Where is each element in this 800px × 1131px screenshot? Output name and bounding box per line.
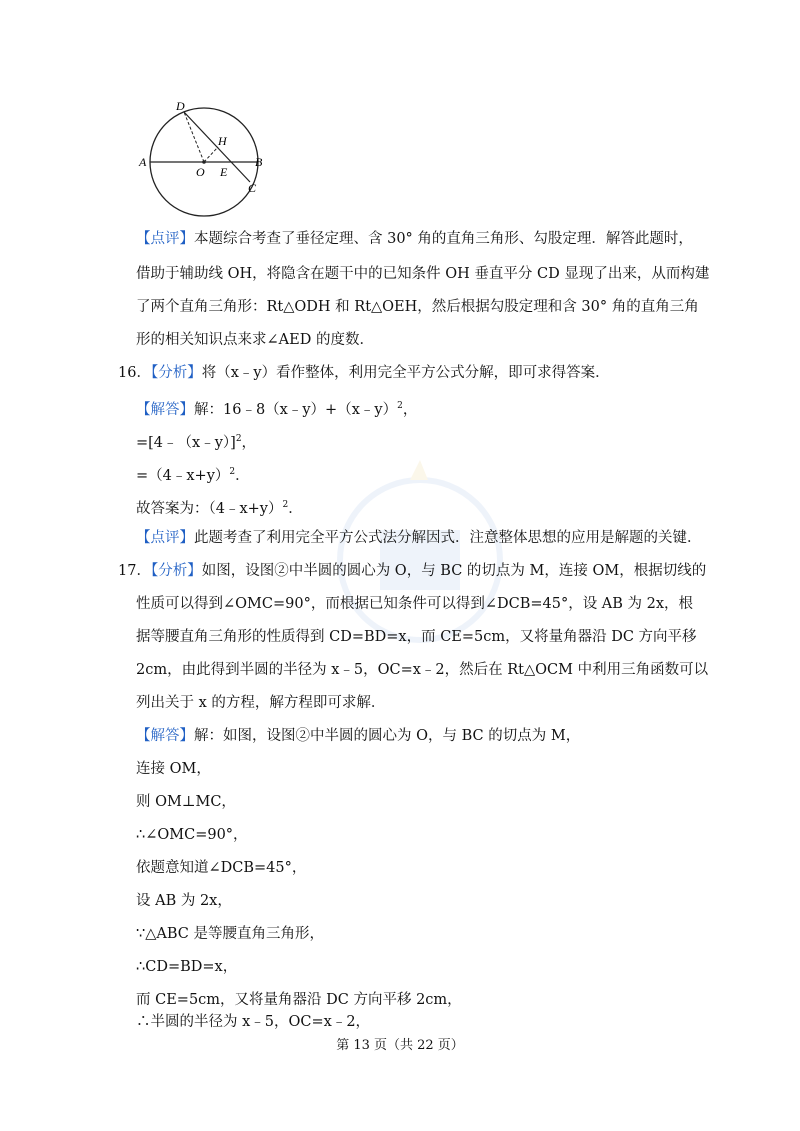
comment-tag: 【点评】 — [136, 530, 194, 546]
circle-figure — [138, 100, 268, 218]
q16-answer-line2: =[4﹣（x﹣y）]$^2$， — [136, 434, 257, 451]
q17-answer-line7: ∵△ABC 是等腰直角三角形， — [136, 926, 324, 942]
q17-analysis-line3: 据等腰直角三角形的性质得到 CD=BD=x，而 CE=5cm，又将量角器沿 DC 方向平移 — [136, 629, 697, 645]
q17-answer-line9: 而 CE=5cm，又将量角器沿 DC 方向平移 2cm， — [136, 992, 462, 1008]
page-number: 第 13 页（共 22 页） — [336, 1038, 464, 1053]
label-o: O — [196, 165, 205, 179]
analysis-tag: 【分析】 — [150, 563, 202, 579]
q17-answer-line4: ∴∠OMC=90°， — [136, 827, 248, 843]
label-h: H — [218, 134, 227, 148]
dashed-oh — [204, 147, 218, 162]
q17-answer-line1: 【解答】解：如图，设图②中半圆的圆心为 O，与 BC 的切点为 M， — [136, 728, 581, 744]
q16-analysis: 16．【分析】将（x﹣y）看作整体，利用完全平方公式分解，即可求得答案． — [118, 365, 610, 381]
q16-comment: 【点评】此题考查了利用完全平方公式法分解因式．注意整体思想的应用是解题的关键． — [136, 530, 702, 546]
answer-tag: 【解答】 — [136, 728, 194, 744]
q16-number: 16． — [118, 365, 151, 381]
q17-answer-line10: ∴半圆的半径为 x﹣5，OC=x﹣2， — [136, 1014, 371, 1030]
comment1-line3: 了两个直角三角形：Rt△ODH 和 Rt△OEH，然后根据勾股定理和含 30° 角的直角三角 — [136, 299, 699, 315]
q17-answer-line6: 设 AB 为 2x， — [136, 893, 232, 909]
q17-answer-line2: 连接 OM， — [136, 761, 211, 777]
q17-analysis-line2: 性质可以得到∠OMC=90°，而根据已知条件可以得到∠DCB=45°，设 AB 为 2x，根 — [136, 596, 694, 612]
center-point — [202, 160, 206, 164]
answer-tag: 【解答】 — [136, 401, 194, 418]
label-a: A — [139, 155, 147, 169]
label-d: D — [176, 100, 185, 113]
comment1-line1: 【点评】本题综合考查了垂径定理、含 30° 角的直角三角形、勾股定理．解答此题时， — [136, 231, 693, 247]
q16-answer-line1: 【解答】解：16﹣8（x﹣y）+（x﹣y）$^2$， — [136, 401, 418, 418]
label-b: B — [255, 155, 263, 169]
q16-answer-line3: =（4﹣x+y）$^2$． — [136, 467, 250, 484]
q17-answer-line3: 则 OM⊥MC， — [136, 794, 236, 810]
comment-tag: 【点评】 — [136, 231, 194, 247]
q17-analysis-line4: 2cm，由此得到半圆的半径为 x﹣5，OC=x﹣2，然后在 Rt△OCM 中利用三角函数可以 — [136, 662, 709, 678]
comment1-line4: 形的相关知识点来求∠AED 的度数． — [136, 332, 374, 348]
analysis-tag: 【分析】 — [150, 365, 202, 381]
q16-answer-line4: 故答案为：（4﹣x+y）$^2$． — [136, 500, 303, 517]
label-c: C — [248, 181, 257, 195]
q17-answer-line8: ∴CD=BD=x， — [136, 959, 238, 975]
q17-answer-line5: 依题意知道∠DCB=45°， — [136, 860, 307, 876]
comment1-line2: 借助于辅助线 OH，将隐含在题干中的已知条件 OH 垂直平分 CD 显现了出来，从而构建 — [136, 266, 710, 282]
label-e: E — [220, 165, 228, 179]
q17-analysis-line1: 17．【分析】如图，设图②中半圆的圆心为 O，与 BC 的切点为 M，连接 OM，根据切线的 — [118, 563, 707, 579]
dashed-od — [184, 112, 204, 162]
q17-analysis-line5: 列出关于 x 的方程，解方程即可求解． — [136, 695, 386, 711]
q17-number: 17． — [118, 563, 151, 579]
